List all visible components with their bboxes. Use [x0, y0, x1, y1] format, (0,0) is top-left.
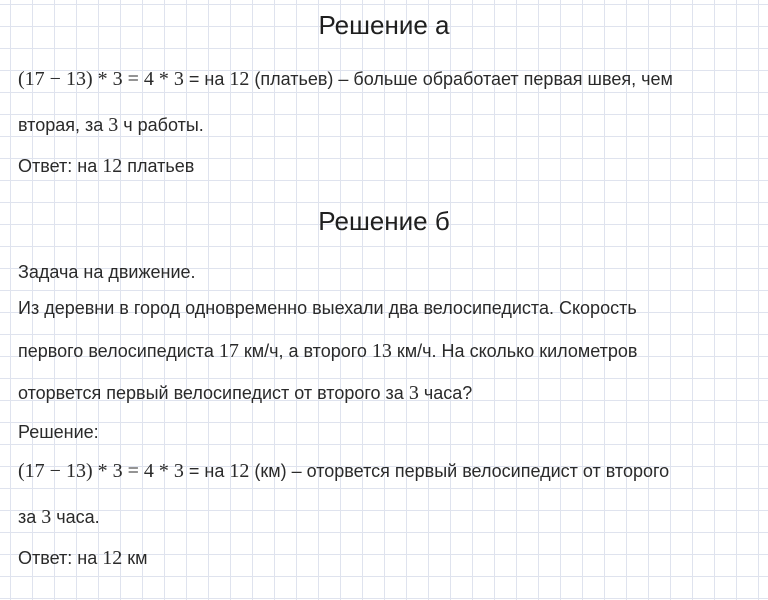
- solution-a-line-2: вторая, за 3 ч работы.: [18, 114, 204, 136]
- heading-solution-a: Решение а: [318, 10, 450, 40]
- solution-b-line-1: (17 − 13) * 3 = 4 * 3 = на 12 (км) – оторвется первый велосипедист от второго: [18, 460, 670, 482]
- solution-b-line-2: за 3 часа.: [18, 506, 100, 528]
- problem-text-line-1: Из деревни в город одновременно выехали два велосипедиста. Скорость: [18, 298, 637, 318]
- answer-b: Ответ: на 12 км: [18, 547, 148, 569]
- problem-type: Задача на движение.: [18, 262, 196, 282]
- solution-label: Решение:: [18, 422, 99, 442]
- answer-a: Ответ: на 12 платьев: [18, 155, 195, 177]
- problem-text-line-2: первого велосипедиста 17 км/ч, а второго 13 км/ч. На сколько километров: [18, 340, 638, 362]
- solution-a-line-1: (17 − 13) * 3 = 4 * 3 = на 12 (платьев) – больше обработает первая швея, чем: [18, 68, 673, 90]
- problem-text-line-3: оторвется первый велосипедист от второго за 3 часа?: [18, 382, 473, 404]
- heading-solution-b: Решение б: [318, 206, 450, 236]
- equation-b: (17 − 13) * 3 = 4 * 3: [18, 460, 184, 482]
- equation-a: (17 − 13) * 3 = 4 * 3: [18, 68, 184, 90]
